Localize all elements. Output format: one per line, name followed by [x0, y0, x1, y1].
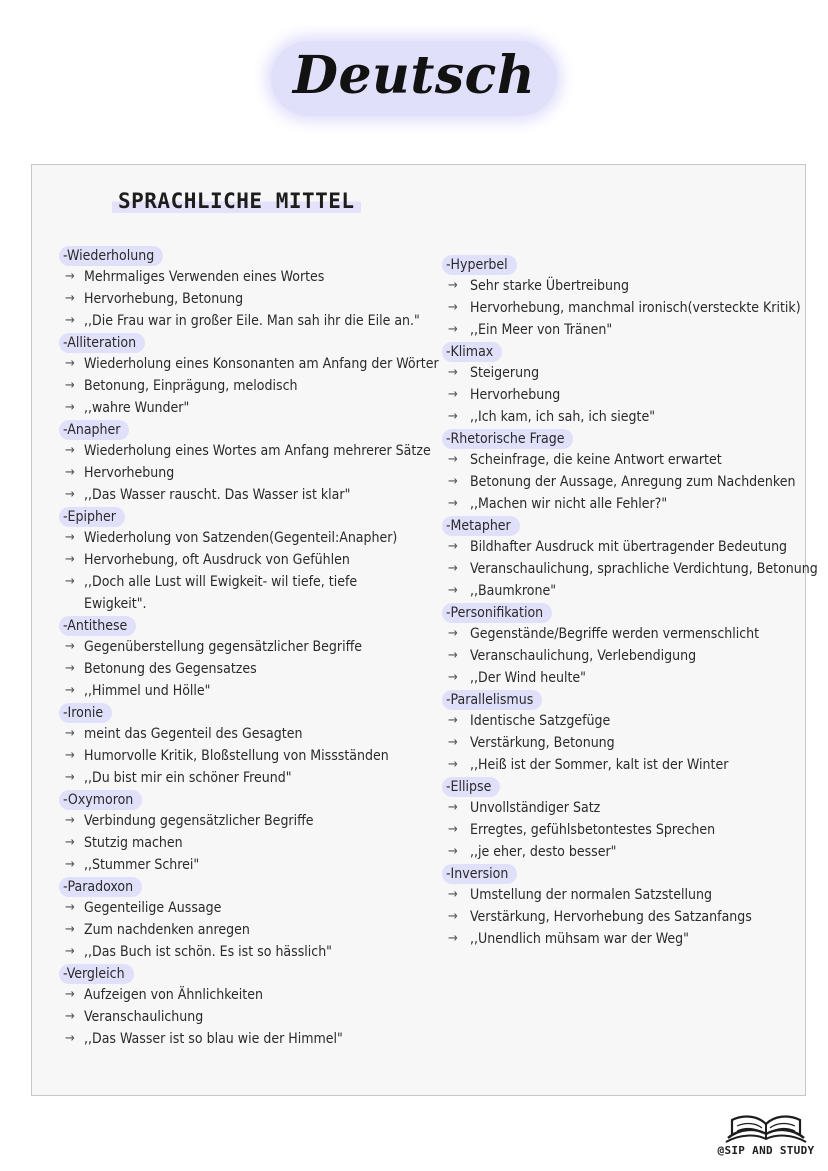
- arrow-icon: →: [65, 378, 75, 393]
- term-line-text: meint das Gegenteil des Gesagten: [84, 726, 303, 742]
- term-label: -Rhetorische Frage: [442, 429, 573, 449]
- term-label: -Hyperbel: [442, 255, 517, 275]
- term-line: [442, 884, 792, 906]
- term-line-text: ,,Ich kam, ich sah, ich siegte": [470, 409, 656, 425]
- arrow-icon: →: [65, 356, 75, 371]
- term-line: [442, 471, 796, 493]
- term-line-text: ,,wahre Wunder": [84, 400, 190, 416]
- term-line: [59, 527, 414, 549]
- right-column: [442, 254, 818, 950]
- notes-card: [31, 164, 818, 1096]
- term-line-text: Sehr starke Übertreibung: [470, 278, 630, 294]
- term-line: [59, 462, 414, 484]
- term-line: [442, 580, 792, 602]
- term-line: [442, 645, 792, 667]
- term-line: [442, 928, 792, 950]
- term-block: [442, 254, 801, 341]
- term-line-text: Wiederholung eines Konsonanten am Anfang der Wörter: [84, 356, 439, 372]
- term-line: [442, 819, 792, 841]
- term-line: [442, 732, 792, 754]
- term-line-text: ,,je eher, desto besser": [470, 844, 617, 860]
- term-line: [442, 362, 792, 384]
- arrow-icon: →: [448, 387, 458, 402]
- term-line: [442, 797, 792, 819]
- logo-text: @SIP AND STUDY: [717, 1144, 815, 1157]
- term-line: [59, 919, 414, 941]
- arrow-icon: →: [448, 713, 458, 728]
- arrow-icon: →: [448, 300, 458, 315]
- term-line: [59, 810, 414, 832]
- term-line-text: Betonung der Aussage, Anregung zum Nachdenken: [470, 474, 796, 490]
- term-line-text: ,,Heiß ist der Sommer, kalt ist der Winter: [470, 757, 729, 773]
- term-line-text: ,,Der Wind heulte": [470, 670, 586, 686]
- term-line-text: Bildhafter Ausdruck mit übertragender Bedeutung: [470, 539, 788, 555]
- term-line: [59, 854, 414, 876]
- section-heading: SPRACHLICHE MITTEL: [112, 189, 361, 213]
- term-block: [59, 506, 414, 615]
- arrow-icon: →: [65, 683, 75, 698]
- term-line: [442, 297, 801, 319]
- term-line-text: Verstärkung, Betonung: [470, 735, 615, 751]
- term-line: [442, 558, 818, 580]
- term-line-text: Stutzig machen: [84, 835, 183, 851]
- term-line-text: Gegenüberstellung gegensätzlicher Begriffe: [84, 639, 363, 655]
- arrow-icon: →: [65, 857, 75, 872]
- term-label: -Alliteration: [59, 333, 145, 353]
- term-line: [442, 841, 792, 863]
- term-line: [442, 319, 792, 341]
- arrow-icon: →: [448, 561, 458, 576]
- term-line-text: ,,Machen wir nicht alle Fehler?": [470, 496, 668, 512]
- term-line-text: Betonung, Einprägung, melodisch: [84, 378, 298, 394]
- term-block: [442, 341, 792, 428]
- arrow-icon: →: [65, 748, 75, 763]
- term-line-text: Gegenstände/Begriffe werden vermenschlicht: [470, 626, 760, 642]
- term-line: [442, 406, 792, 428]
- arrow-icon: →: [65, 1009, 75, 1024]
- term-block: [59, 876, 414, 963]
- term-line: [59, 658, 414, 680]
- term-line-text: Hervorhebung, oft Ausdruck von Gefühlen: [84, 552, 350, 568]
- term-block: [59, 702, 414, 789]
- term-line: [442, 275, 792, 297]
- arrow-icon: →: [65, 726, 75, 741]
- term-block: [59, 789, 414, 876]
- term-label: -Klimax: [442, 342, 502, 362]
- term-line-text: Verbindung gegensätzlicher Begriffe: [84, 813, 314, 829]
- term-block: [442, 689, 792, 776]
- term-line-text: Veranschaulichung, sprachliche Verdichtung, Betonung: [470, 561, 818, 577]
- term-line-text: Steigerung: [470, 365, 540, 381]
- arrow-icon: →: [65, 487, 75, 502]
- term-line-text: ,,Das Wasser ist so blau wie der Himmel": [84, 1031, 343, 1047]
- term-line-text: Betonung des Gegensatzes: [84, 661, 257, 677]
- term-label: -Vergleich: [59, 964, 134, 984]
- term-line-text: ,,Doch alle Lust will Ewigkeit- wil tiefe, tiefe Ewigkeit".: [84, 574, 358, 612]
- term-line: [59, 375, 414, 397]
- term-line: [59, 832, 414, 854]
- arrow-icon: →: [65, 465, 75, 480]
- term-block: [442, 428, 796, 515]
- arrow-icon: →: [65, 574, 75, 589]
- term-block: [59, 419, 431, 506]
- term-line: [59, 1006, 414, 1028]
- arrow-icon: →: [448, 365, 458, 380]
- term-block: [59, 963, 414, 1050]
- arrow-icon: →: [65, 639, 75, 654]
- term-block: [442, 863, 792, 950]
- term-line-text: Wiederholung eines Wortes am Anfang mehrerer Sätze: [84, 443, 431, 459]
- term-line: [59, 440, 431, 462]
- term-line: [59, 636, 414, 658]
- term-line-text: ,,Die Frau war in großer Eile. Man sah ihr die Eile an.": [84, 313, 420, 329]
- arrow-icon: →: [448, 583, 458, 598]
- term-line: [59, 266, 414, 288]
- arrow-icon: →: [448, 496, 458, 511]
- arrow-icon: →: [448, 931, 458, 946]
- term-line-text: ,,Du bist mir ein schöner Freund": [84, 770, 292, 786]
- term-line: [442, 493, 792, 515]
- arrow-icon: →: [65, 922, 75, 937]
- arrow-icon: →: [65, 400, 75, 415]
- left-column: [59, 245, 439, 1050]
- term-line: [442, 536, 792, 558]
- arrow-icon: →: [65, 269, 75, 284]
- term-line: [59, 745, 414, 767]
- term-line-text: Wiederholung von Satzenden(Gegenteil:Anapher): [84, 530, 398, 546]
- arrow-icon: →: [448, 474, 458, 489]
- term-line-text: Identische Satzgefüge: [470, 713, 611, 729]
- term-line: [442, 449, 792, 471]
- term-label: -Antithese: [59, 616, 136, 636]
- term-line: [59, 767, 414, 789]
- term-label: -Ellipse: [442, 777, 500, 797]
- term-line: [442, 754, 792, 776]
- arrow-icon: →: [448, 626, 458, 641]
- term-line-text: Unvollständiger Satz: [470, 800, 601, 816]
- arrow-icon: →: [65, 443, 75, 458]
- term-line-text: Mehrmaliges Verwenden eines Wortes: [84, 269, 325, 285]
- term-label: -Oxymoron: [59, 790, 142, 810]
- term-line-text: ,,Stummer Schrei": [84, 857, 200, 873]
- term-line: [59, 941, 414, 963]
- term-line-text: Hervorhebung: [84, 465, 175, 481]
- term-line-text: Humorvolle Kritik, Bloßstellung von Missständen: [84, 748, 389, 764]
- term-block: [59, 332, 439, 419]
- arrow-icon: →: [65, 291, 75, 306]
- term-line-text: ,,Baumkrone": [470, 583, 557, 599]
- arrow-icon: →: [448, 887, 458, 902]
- term-line-text: Hervorhebung, manchmal ironisch(versteckte Kritik): [470, 300, 801, 316]
- term-label: -Anapher: [59, 420, 129, 440]
- arrow-icon: →: [448, 409, 458, 424]
- arrow-icon: →: [448, 452, 458, 467]
- term-block: [442, 602, 792, 689]
- arrow-icon: →: [448, 909, 458, 924]
- term-line: [59, 484, 414, 506]
- arrow-icon: →: [448, 322, 458, 337]
- open-book-icon: [722, 1108, 810, 1146]
- term-block: [59, 615, 414, 702]
- term-label: -Paradoxon: [59, 877, 142, 897]
- brand-logo: [714, 1108, 818, 1160]
- term-line-text: Aufzeigen von Ähnlichkeiten: [84, 987, 263, 1003]
- term-line: [59, 723, 414, 745]
- term-line-text: Hervorhebung: [470, 387, 561, 403]
- term-label: -Parallelismus: [442, 690, 542, 710]
- term-label: -Personifikation: [442, 603, 552, 623]
- page-title-area: [0, 38, 828, 118]
- term-line: [442, 906, 792, 928]
- arrow-icon: →: [65, 813, 75, 828]
- arrow-icon: →: [65, 552, 75, 567]
- term-line-text: Veranschaulichung, Verlebendigung: [470, 648, 697, 664]
- arrow-icon: →: [448, 822, 458, 837]
- term-label: -Inversion: [442, 864, 517, 884]
- arrow-icon: →: [65, 661, 75, 676]
- term-line: [442, 384, 792, 406]
- term-line-text: ,,Himmel und Hölle": [84, 683, 211, 699]
- term-label: -Epipher: [59, 507, 125, 527]
- arrow-icon: →: [448, 539, 458, 554]
- term-line: [442, 667, 792, 689]
- arrow-icon: →: [65, 313, 75, 328]
- term-line: [442, 623, 792, 645]
- term-line-text: ,,Unendlich mühsam war der Weg": [470, 931, 689, 947]
- term-line: [59, 288, 414, 310]
- page-title: Deutsch: [271, 41, 557, 116]
- term-block: [442, 515, 818, 602]
- arrow-icon: →: [448, 670, 458, 685]
- arrow-icon: →: [65, 770, 75, 785]
- term-line: [59, 353, 439, 375]
- term-line: [59, 680, 414, 702]
- term-line-text: Gegenteilige Aussage: [84, 900, 222, 916]
- arrow-icon: →: [448, 844, 458, 859]
- arrow-icon: →: [65, 900, 75, 915]
- arrow-icon: →: [65, 835, 75, 850]
- term-block: [442, 776, 792, 863]
- arrow-icon: →: [65, 944, 75, 959]
- arrow-icon: →: [65, 987, 75, 1002]
- arrow-icon: →: [448, 757, 458, 772]
- term-line: [59, 984, 414, 1006]
- term-line-text: Scheinfrage, die keine Antwort erwartet: [470, 452, 722, 468]
- term-line: [59, 897, 414, 919]
- term-line-text: Erregtes, gefühlsbetontestes Sprechen: [470, 822, 716, 838]
- term-line: [59, 571, 414, 615]
- arrow-icon: →: [448, 800, 458, 815]
- term-line-text: Veranschaulichung: [84, 1009, 204, 1025]
- term-line-text: ,,Das Wasser rauscht. Das Wasser ist klar": [84, 487, 351, 503]
- term-line-text: Hervorhebung, Betonung: [84, 291, 244, 307]
- term-line: [59, 549, 414, 571]
- term-line-text: Verstärkung, Hervorhebung des Satzanfangs: [470, 909, 752, 925]
- term-line: [59, 310, 420, 332]
- term-label: -Wiederholung: [59, 246, 163, 266]
- term-line-text: Zum nachdenken anregen: [84, 922, 250, 938]
- term-block: [59, 245, 420, 332]
- term-line-text: Umstellung der normalen Satzstellung: [470, 887, 712, 903]
- term-label: -Metapher: [442, 516, 520, 536]
- arrow-icon: →: [448, 278, 458, 293]
- arrow-icon: →: [448, 735, 458, 750]
- term-line-text: ,,Ein Meer von Tränen": [470, 322, 613, 338]
- arrow-icon: →: [65, 1031, 75, 1046]
- arrow-icon: →: [65, 530, 75, 545]
- term-line: [59, 397, 414, 419]
- term-line-text: ,,Das Buch ist schön. Es ist so hässlich": [84, 944, 332, 960]
- term-label: -Ironie: [59, 703, 112, 723]
- term-line: [59, 1028, 414, 1050]
- arrow-icon: →: [448, 648, 458, 663]
- term-line: [442, 710, 792, 732]
